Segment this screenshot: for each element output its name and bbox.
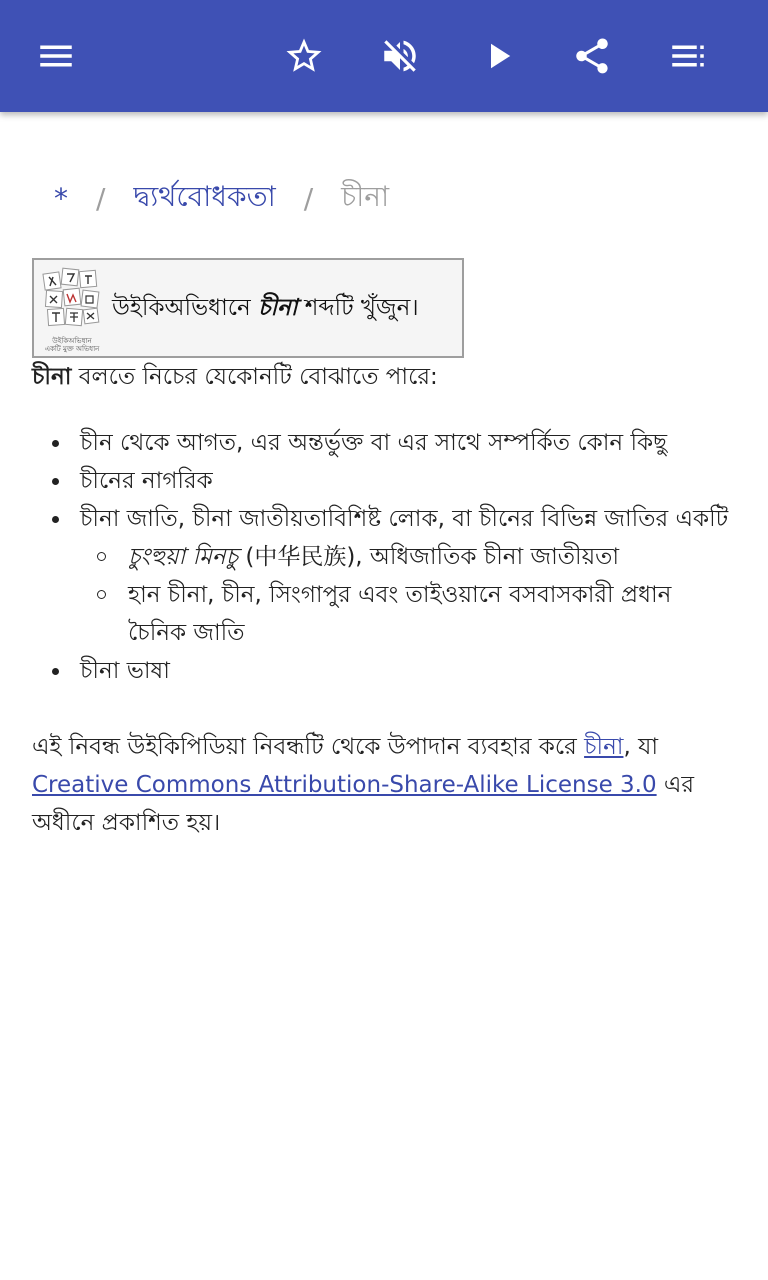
playlist-icon	[667, 35, 709, 77]
list-item-text: চীনের নাগরিক	[80, 468, 213, 494]
list-item	[32, 462, 736, 500]
star-outline-icon	[283, 35, 325, 77]
sub-list-item-text: হান চীনা, চীন, সিংগাপুর এবং তাইওয়ানে বসবাসকারী প্রধান চৈনিক জাতি	[128, 582, 672, 646]
breadcrumb-separator: /	[303, 181, 314, 215]
wiktionary-logo-icon	[40, 267, 104, 333]
sub-list-item	[80, 576, 736, 652]
list-item	[32, 500, 736, 652]
mute-button[interactable]	[372, 28, 428, 84]
breadcrumb-root-link[interactable]: *	[54, 181, 68, 215]
app-toolbar	[0, 0, 768, 112]
share-button[interactable]	[564, 28, 620, 84]
footer-text: , যা	[623, 734, 659, 760]
wiktionary-logo-caption: উইকিঅভিধান	[52, 337, 92, 345]
share-icon	[571, 35, 613, 77]
meanings-list	[32, 424, 736, 690]
list-item-text: চীনা ভাষা	[80, 658, 170, 684]
footer-text: এই নিবন্ধ উইকিপিডিয়া নিবন্ধটি থেকে উপাদান ব্যবহার করে	[32, 734, 585, 760]
list-item-text: চীনা জাতি, চীনা জাতীয়তাবিশিষ্ট লোক, বা চীনের বিভিন্ন জাতির একটি	[80, 506, 729, 532]
play-icon	[477, 35, 519, 77]
menu-icon	[35, 35, 77, 77]
play-button[interactable]	[470, 28, 526, 84]
wiktionary-suffix: শব্দটি খুঁজুন।	[297, 294, 419, 321]
wiktionary-term: চীনা	[258, 294, 298, 321]
sub-list	[80, 538, 736, 652]
wiktionary-prefix: উইকিঅভিধানে	[112, 294, 259, 321]
wiktionary-logo-subcaption: একটি মুক্ত অভিধান	[44, 345, 100, 353]
wiktionary-box[interactable]	[32, 258, 464, 358]
sub-list-item-italic: চুংহুয়া মিনচু	[128, 544, 239, 570]
intro-paragraph	[32, 358, 736, 396]
menu-button[interactable]	[28, 28, 84, 84]
breadcrumb	[32, 160, 736, 236]
breadcrumb-current: চীনা	[341, 179, 390, 213]
list-item	[32, 652, 736, 690]
sub-list-item-text: (中华民族), অধিজাতিক চীনা জাতীয়তা	[238, 544, 620, 570]
license-link[interactable]: Creative Commons Attribution-Share-Alike License 3.0	[32, 772, 657, 798]
wiktionary-logo	[40, 267, 104, 353]
attribution-footer	[32, 728, 736, 842]
list-item	[32, 424, 736, 462]
article-source-link[interactable]: চীনা	[584, 734, 624, 760]
breadcrumb-parent-link[interactable]: দ্ব্যর্থবোধকতা	[133, 179, 276, 213]
footer-text: এর অধীনে প্রকাশিত হয়।	[32, 772, 695, 836]
wiktionary-text	[112, 289, 419, 328]
intro-term: চীনা	[32, 364, 72, 390]
list-item-text: চীন থেকে আগত, এর অন্তর্ভুক্ত বা এর সাথে সম্পর্কিত কোন কিছু	[80, 430, 668, 456]
sub-list-item	[80, 538, 736, 576]
favorite-button[interactable]	[276, 28, 332, 84]
contents-button[interactable]	[660, 28, 716, 84]
volume-off-icon	[379, 35, 421, 77]
intro-text: বলতে নিচের যেকোনটি বোঝাতে পারে:	[71, 364, 438, 390]
breadcrumb-separator: /	[96, 181, 106, 215]
article-content	[32, 160, 736, 842]
